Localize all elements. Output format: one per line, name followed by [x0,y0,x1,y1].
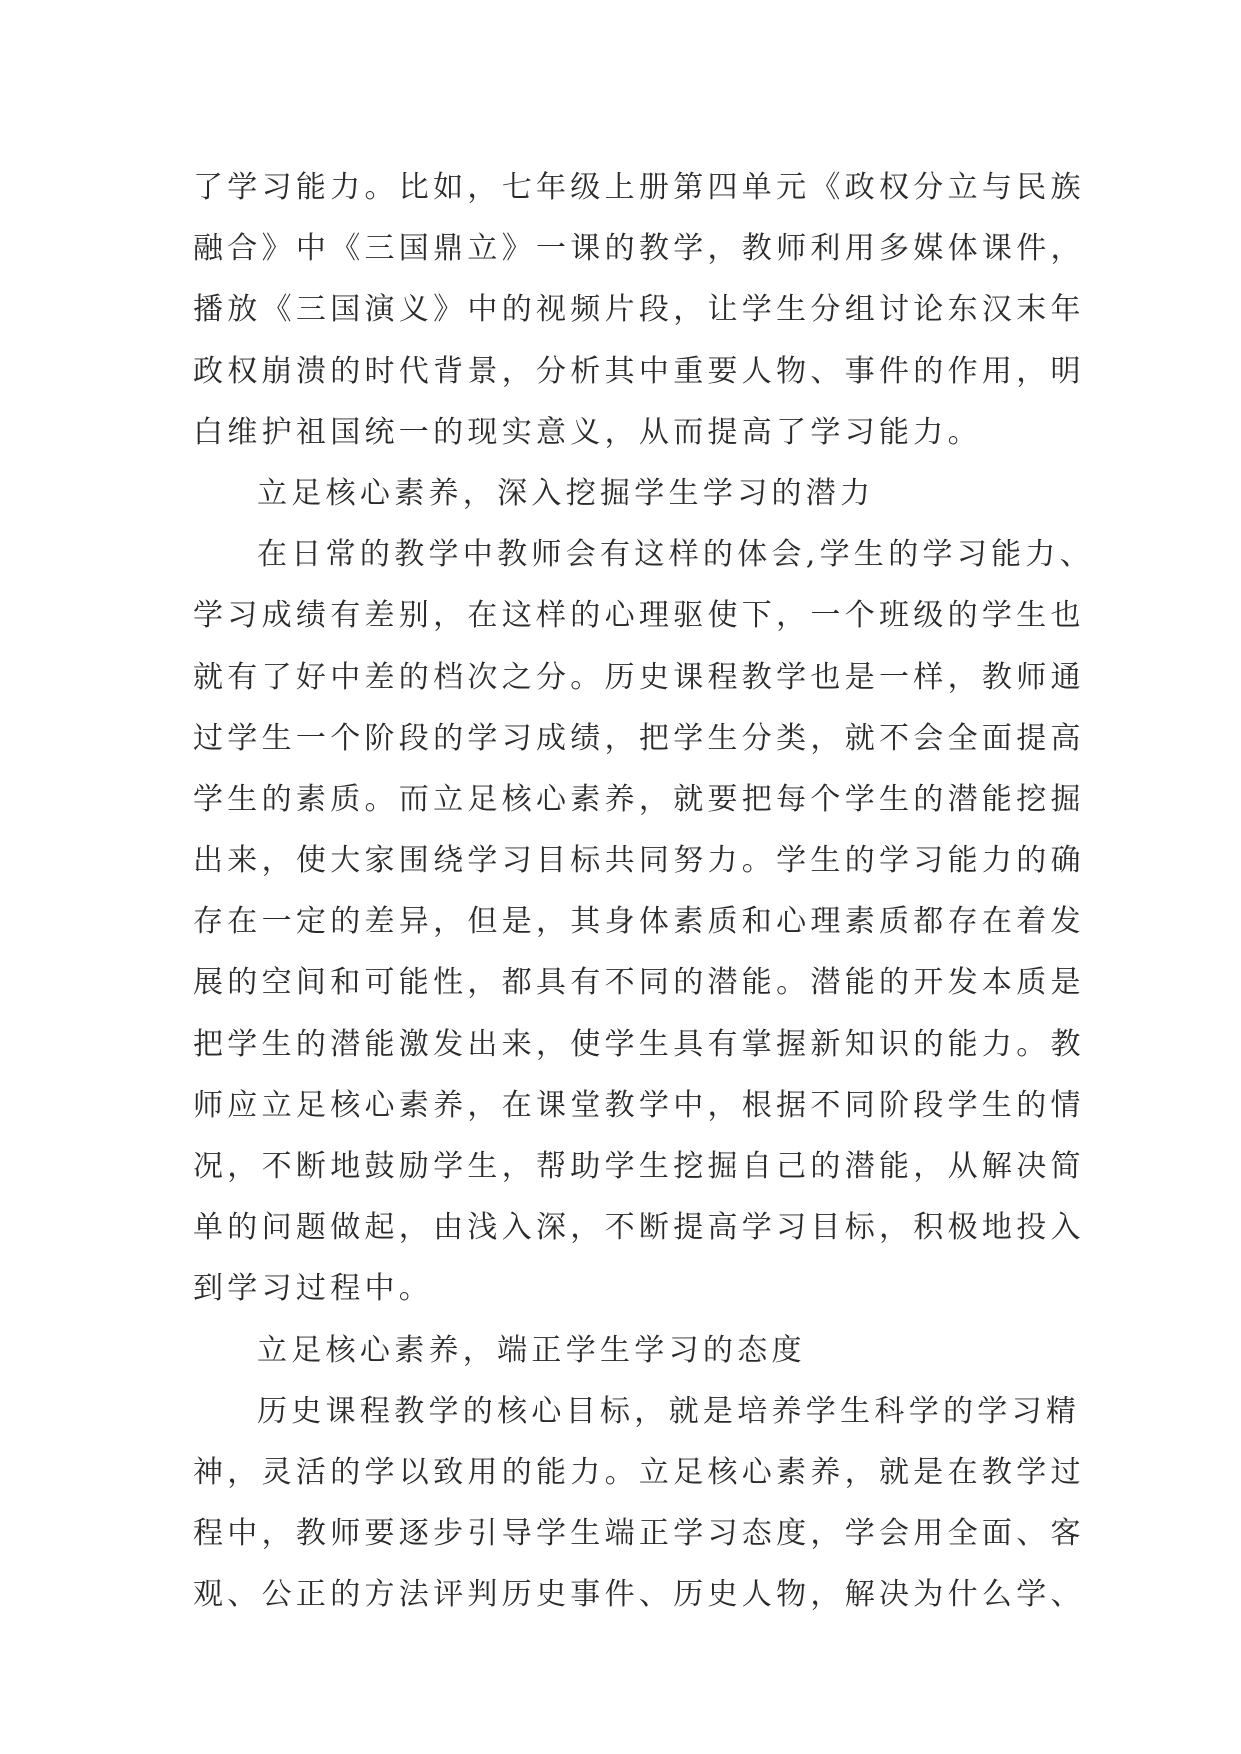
section-heading: 立足核心素养，深入挖掘学生学习的潜力 [257,475,875,511]
text-line: 神，灵活的学以致用的能力。立足核心素养，就是在教学过 [193,1454,1085,1490]
text-line: 播放《三国演义》中的视频片段，让学生分组讨论东汉末年 [193,292,1085,328]
text-line: 展的空间和可能性，都具有不同的潜能。潜能的开发本质是 [193,965,1085,1001]
text-line: 师应立足核心素养，在课堂教学中，根据不同阶段学生的情 [193,1087,1085,1123]
text-line: 出来，使大家围绕学习目标共同努力。学生的学习能力的确 [193,843,1085,879]
text-line: 了学习能力。比如，七年级上册第四单元《政权分立与民族 [193,170,1085,205]
text-line: 学生的素质。而立足核心素养，就要把每个学生的潜能挖掘 [193,781,1085,817]
section-heading: 立足核心素养，端正学生学习的态度 [257,1332,806,1368]
text-line: 就有了好中差的档次之分。历史课程教学也是一样，教师通 [193,659,1085,695]
text-line: 过学生一个阶段的学习成绩，把学生分类，就不会全面提高 [193,720,1085,756]
text-line: 单的问题做起，由浅入深，不断提高学习目标，积极地投入 [193,1210,1085,1246]
text-line: 学习成绩有差别，在这样的心理驱使下，一个班级的学生也 [193,598,1085,634]
text-line: 政权崩溃的时代背景，分析其中重要人物、事件的作用，明 [193,353,1085,389]
text-line: 白维护祖国统一的现实意义，从而提高了学习能力。 [193,414,982,450]
text-line: 把学生的潜能激发出来，使学生具有掌握新知识的能力。教 [193,1026,1085,1062]
text-line: 程中，教师要逐步引导学生端正学习态度，学会用全面、客 [193,1516,1085,1552]
text-line: 存在一定的差异，但是，其身体素质和心理素质都存在着发 [193,904,1085,940]
paragraph-first-line: 在日常的教学中教师会有这样的体会,学生的学习能力、 [257,537,1095,573]
text-line: 况，不断地鼓励学生，帮助学生挖掘自己的潜能，从解决简 [193,1149,1085,1184]
text-line: 到学习过程中。 [193,1271,434,1307]
paragraph-first-line: 历史课程教学的核心目标，就是培养学生科学的学习精 [257,1393,1081,1429]
document-body [193,157,1095,1626]
text-line: 观、公正的方法评判历史事件、历史人物，解决为什么学、 [193,1577,1085,1613]
text-line: 融合》中《三国鼎立》一课的教学，教师利用多媒体课件， [193,231,1085,267]
